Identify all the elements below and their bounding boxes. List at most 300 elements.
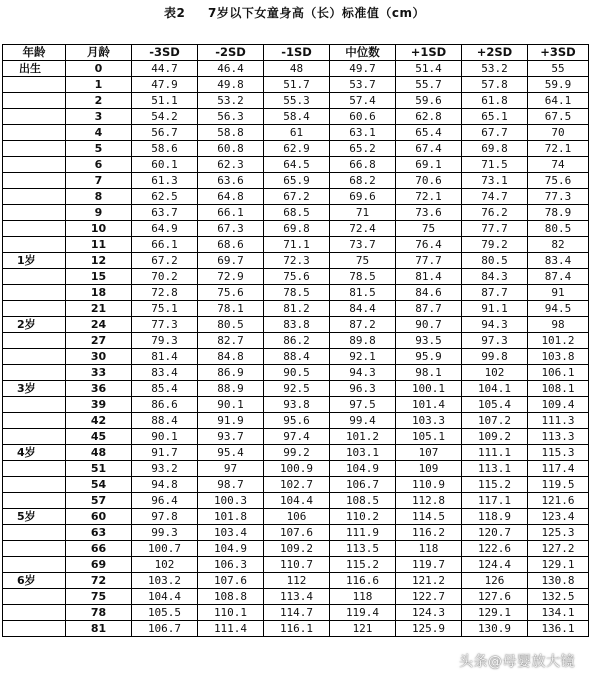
height-value-cell: 121.2 — [396, 573, 462, 589]
height-value-cell: 68.6 — [198, 237, 264, 253]
month-age-cell: 69 — [66, 557, 132, 573]
height-value-cell: 88.4 — [132, 413, 198, 429]
height-value-cell: 113.1 — [462, 461, 528, 477]
height-value-cell: 98.7 — [198, 477, 264, 493]
height-value-cell: 86.9 — [198, 365, 264, 381]
height-value-cell: 79.2 — [462, 237, 528, 253]
table-row — [3, 157, 589, 173]
height-value-cell: 72.3 — [264, 253, 330, 269]
height-value-cell: 56.7 — [132, 125, 198, 141]
height-value-cell: 58.8 — [198, 125, 264, 141]
table-body — [3, 61, 589, 637]
height-value-cell: 99.2 — [264, 445, 330, 461]
age-cell — [3, 493, 66, 509]
height-value-cell: 67.2 — [264, 189, 330, 205]
height-value-cell: 81.4 — [132, 349, 198, 365]
age-cell — [3, 461, 66, 477]
table-row — [3, 621, 589, 637]
height-value-cell: 58.6 — [132, 141, 198, 157]
height-value-cell: 75.6 — [198, 285, 264, 301]
month-age-cell: 8 — [66, 189, 132, 205]
height-value-cell: 65.2 — [330, 141, 396, 157]
height-value-cell: 78.5 — [264, 285, 330, 301]
age-cell — [3, 429, 66, 445]
height-value-cell: 121.6 — [528, 493, 589, 509]
height-value-cell: 67.7 — [462, 125, 528, 141]
height-value-cell: 121 — [330, 621, 396, 637]
height-value-cell: 96.4 — [132, 493, 198, 509]
height-value-cell: 125.9 — [396, 621, 462, 637]
height-value-cell: 80.5 — [528, 221, 589, 237]
month-age-cell: 57 — [66, 493, 132, 509]
height-value-cell: 110.1 — [198, 605, 264, 621]
height-value-cell: 119.5 — [528, 477, 589, 493]
height-value-cell: 95.6 — [264, 413, 330, 429]
height-value-cell: 115.3 — [528, 445, 589, 461]
table-row — [3, 189, 589, 205]
table-row — [3, 205, 589, 221]
height-value-cell: 103.3 — [396, 413, 462, 429]
height-value-cell: 132.5 — [528, 589, 589, 605]
table-row — [3, 285, 589, 301]
height-value-cell: 54.2 — [132, 109, 198, 125]
table-row — [3, 253, 589, 269]
height-value-cell: 97.8 — [132, 509, 198, 525]
height-value-cell: 111.1 — [462, 445, 528, 461]
age-cell: 3岁 — [3, 381, 66, 397]
age-cell — [3, 525, 66, 541]
height-value-cell: 66.8 — [330, 157, 396, 173]
height-value-cell: 97.5 — [330, 397, 396, 413]
height-value-cell: 120.7 — [462, 525, 528, 541]
height-value-cell: 87.4 — [528, 269, 589, 285]
age-cell — [3, 397, 66, 413]
height-value-cell: 82 — [528, 237, 589, 253]
height-value-cell: 94.5 — [528, 301, 589, 317]
height-value-cell: 67.3 — [198, 221, 264, 237]
height-value-cell: 104.4 — [264, 493, 330, 509]
height-value-cell: 84.6 — [396, 285, 462, 301]
month-age-cell: 11 — [66, 237, 132, 253]
height-value-cell: 136.1 — [528, 621, 589, 637]
height-value-cell: 118 — [330, 589, 396, 605]
height-value-cell: 115.2 — [330, 557, 396, 573]
height-value-cell: 68.5 — [264, 205, 330, 221]
height-value-cell: 57.4 — [330, 93, 396, 109]
table-row — [3, 461, 589, 477]
month-age-cell: 75 — [66, 589, 132, 605]
height-value-cell: 112 — [264, 573, 330, 589]
height-value-cell: 72.1 — [528, 141, 589, 157]
height-value-cell: 93.8 — [264, 397, 330, 413]
age-cell — [3, 205, 66, 221]
height-value-cell: 80.5 — [462, 253, 528, 269]
height-value-cell: 75 — [396, 221, 462, 237]
height-value-cell: 117.4 — [528, 461, 589, 477]
height-value-cell: 118 — [396, 541, 462, 557]
month-age-cell: 15 — [66, 269, 132, 285]
height-value-cell: 115.2 — [462, 477, 528, 493]
table-row — [3, 125, 589, 141]
age-cell — [3, 365, 66, 381]
height-value-cell: 102.7 — [264, 477, 330, 493]
height-value-cell: 59.6 — [396, 93, 462, 109]
height-value-cell: 93.2 — [132, 461, 198, 477]
height-value-cell: 94.3 — [462, 317, 528, 333]
age-cell — [3, 157, 66, 173]
height-value-cell: 112.8 — [396, 493, 462, 509]
height-value-cell: 70.6 — [396, 173, 462, 189]
age-cell: 6岁 — [3, 573, 66, 589]
month-age-cell: 60 — [66, 509, 132, 525]
height-value-cell: 97 — [198, 461, 264, 477]
height-value-cell: 113.4 — [264, 589, 330, 605]
height-value-cell: 49.8 — [198, 77, 264, 93]
height-value-cell: 107.6 — [198, 573, 264, 589]
height-value-cell: 75.6 — [528, 173, 589, 189]
age-cell — [3, 477, 66, 493]
age-cell — [3, 589, 66, 605]
height-value-cell: 93.5 — [396, 333, 462, 349]
height-value-cell: 114.5 — [396, 509, 462, 525]
height-value-cell: 80.5 — [198, 317, 264, 333]
height-value-cell: 122.7 — [396, 589, 462, 605]
age-cell — [3, 621, 66, 637]
height-value-cell: 51.7 — [264, 77, 330, 93]
height-value-cell: 91.9 — [198, 413, 264, 429]
height-value-cell: 68.2 — [330, 173, 396, 189]
month-age-cell: 21 — [66, 301, 132, 317]
height-value-cell: 46.4 — [198, 61, 264, 77]
height-value-cell: 75.6 — [264, 269, 330, 285]
height-value-cell: 116.6 — [330, 573, 396, 589]
height-value-cell: 99.3 — [132, 525, 198, 541]
table-row — [3, 509, 589, 525]
height-value-cell: 69.1 — [396, 157, 462, 173]
column-header: +2SD — [462, 45, 528, 61]
age-cell — [3, 141, 66, 157]
height-value-cell: 67.2 — [132, 253, 198, 269]
height-value-cell: 104.9 — [330, 461, 396, 477]
height-value-cell: 77.7 — [462, 221, 528, 237]
column-header: 年龄 — [3, 45, 66, 61]
height-value-cell: 53.2 — [198, 93, 264, 109]
height-value-cell: 103.1 — [330, 445, 396, 461]
height-value-cell: 124.4 — [462, 557, 528, 573]
age-cell — [3, 301, 66, 317]
height-value-cell: 63.6 — [198, 173, 264, 189]
height-value-cell: 111.3 — [528, 413, 589, 429]
table-row — [3, 349, 589, 365]
height-value-cell: 107 — [396, 445, 462, 461]
height-value-cell: 77.7 — [396, 253, 462, 269]
height-value-cell: 100.7 — [132, 541, 198, 557]
height-value-cell: 102 — [462, 365, 528, 381]
month-age-cell: 42 — [66, 413, 132, 429]
month-age-cell: 24 — [66, 317, 132, 333]
height-value-cell: 73.7 — [330, 237, 396, 253]
table-row — [3, 493, 589, 509]
table-row — [3, 589, 589, 605]
height-value-cell: 108.1 — [528, 381, 589, 397]
height-value-cell: 89.8 — [330, 333, 396, 349]
height-value-cell: 110.2 — [330, 509, 396, 525]
height-value-cell: 106.1 — [528, 365, 589, 381]
age-cell — [3, 333, 66, 349]
age-cell — [3, 285, 66, 301]
height-value-cell: 72.4 — [330, 221, 396, 237]
height-value-cell: 44.7 — [132, 61, 198, 77]
height-value-cell: 92.5 — [264, 381, 330, 397]
month-age-cell: 81 — [66, 621, 132, 637]
table-row — [3, 381, 589, 397]
table-row — [3, 525, 589, 541]
table-row — [3, 397, 589, 413]
height-value-cell: 56.3 — [198, 109, 264, 125]
height-value-cell: 104.4 — [132, 589, 198, 605]
height-standard-table — [2, 44, 589, 637]
height-value-cell: 64.8 — [198, 189, 264, 205]
month-age-cell: 12 — [66, 253, 132, 269]
month-age-cell: 72 — [66, 573, 132, 589]
height-value-cell: 92.1 — [330, 349, 396, 365]
height-value-cell: 69.7 — [198, 253, 264, 269]
height-value-cell: 101.2 — [330, 429, 396, 445]
height-value-cell: 106.3 — [198, 557, 264, 573]
height-value-cell: 105.1 — [396, 429, 462, 445]
height-value-cell: 85.4 — [132, 381, 198, 397]
month-age-cell: 39 — [66, 397, 132, 413]
month-age-cell: 78 — [66, 605, 132, 621]
height-value-cell: 64.9 — [132, 221, 198, 237]
height-value-cell: 109.2 — [264, 541, 330, 557]
height-value-cell: 61 — [264, 125, 330, 141]
height-value-cell: 111.9 — [330, 525, 396, 541]
age-cell — [3, 221, 66, 237]
height-value-cell: 90.1 — [198, 397, 264, 413]
age-cell — [3, 413, 66, 429]
height-value-cell: 111.4 — [198, 621, 264, 637]
age-cell — [3, 237, 66, 253]
month-age-cell: 54 — [66, 477, 132, 493]
height-value-cell: 90.5 — [264, 365, 330, 381]
height-value-cell: 94.3 — [330, 365, 396, 381]
height-value-cell: 100.3 — [198, 493, 264, 509]
height-value-cell: 69.6 — [330, 189, 396, 205]
height-value-cell: 71.5 — [462, 157, 528, 173]
age-cell: 5岁 — [3, 509, 66, 525]
table-row — [3, 445, 589, 461]
height-value-cell: 81.4 — [396, 269, 462, 285]
table-number: 表2 — [163, 6, 186, 20]
age-cell: 2岁 — [3, 317, 66, 333]
height-value-cell: 67.5 — [528, 109, 589, 125]
table-row — [3, 413, 589, 429]
height-value-cell: 81.5 — [330, 285, 396, 301]
age-cell — [3, 605, 66, 621]
height-value-cell: 124.3 — [396, 605, 462, 621]
month-age-cell: 30 — [66, 349, 132, 365]
height-value-cell: 103.8 — [528, 349, 589, 365]
height-value-cell: 91 — [528, 285, 589, 301]
height-value-cell: 118.9 — [462, 509, 528, 525]
month-age-cell: 51 — [66, 461, 132, 477]
height-value-cell: 99.8 — [462, 349, 528, 365]
height-value-cell: 53.7 — [330, 77, 396, 93]
height-value-cell: 57.8 — [462, 77, 528, 93]
height-value-cell: 127.2 — [528, 541, 589, 557]
age-cell: 4岁 — [3, 445, 66, 461]
month-age-cell: 7 — [66, 173, 132, 189]
height-value-cell: 83.8 — [264, 317, 330, 333]
height-value-cell: 62.5 — [132, 189, 198, 205]
height-value-cell: 71.1 — [264, 237, 330, 253]
height-value-cell: 95.9 — [396, 349, 462, 365]
height-value-cell: 77.3 — [528, 189, 589, 205]
height-value-cell: 51.4 — [396, 61, 462, 77]
height-value-cell: 74 — [528, 157, 589, 173]
height-value-cell: 129.1 — [528, 557, 589, 573]
height-value-cell: 94.8 — [132, 477, 198, 493]
height-value-cell: 51.1 — [132, 93, 198, 109]
height-value-cell: 64.5 — [264, 157, 330, 173]
height-value-cell: 98.1 — [396, 365, 462, 381]
height-value-cell: 101.8 — [198, 509, 264, 525]
height-value-cell: 61.8 — [462, 93, 528, 109]
month-age-cell: 27 — [66, 333, 132, 349]
month-age-cell: 33 — [66, 365, 132, 381]
age-cell — [3, 189, 66, 205]
height-value-cell: 65.4 — [396, 125, 462, 141]
month-age-cell: 9 — [66, 205, 132, 221]
table-row — [3, 365, 589, 381]
height-value-cell: 105.4 — [462, 397, 528, 413]
height-value-cell: 69.8 — [264, 221, 330, 237]
height-value-cell: 102 — [132, 557, 198, 573]
height-value-cell: 86.2 — [264, 333, 330, 349]
height-value-cell: 87.7 — [396, 301, 462, 317]
height-value-cell: 101.2 — [528, 333, 589, 349]
height-value-cell: 83.4 — [528, 253, 589, 269]
watermark: 头条@母婴放大镜 — [459, 654, 575, 670]
height-value-cell: 55.7 — [396, 77, 462, 93]
height-value-cell: 119.4 — [330, 605, 396, 621]
age-cell — [3, 93, 66, 109]
table-row — [3, 605, 589, 621]
height-value-cell: 98 — [528, 317, 589, 333]
height-value-cell: 78.5 — [330, 269, 396, 285]
column-header: 月龄 — [66, 45, 132, 61]
height-value-cell: 123.4 — [528, 509, 589, 525]
height-value-cell: 63.1 — [330, 125, 396, 141]
height-value-cell: 95.4 — [198, 445, 264, 461]
height-value-cell: 70.2 — [132, 269, 198, 285]
height-value-cell: 73.6 — [396, 205, 462, 221]
height-value-cell: 93.7 — [198, 429, 264, 445]
month-age-cell: 5 — [66, 141, 132, 157]
table-row — [3, 269, 589, 285]
height-value-cell: 62.3 — [198, 157, 264, 173]
height-value-cell: 110.9 — [396, 477, 462, 493]
table-row — [3, 301, 589, 317]
height-value-cell: 81.2 — [264, 301, 330, 317]
month-age-cell: 36 — [66, 381, 132, 397]
height-value-cell: 113.3 — [528, 429, 589, 445]
height-value-cell: 108.5 — [330, 493, 396, 509]
height-value-cell: 74.7 — [462, 189, 528, 205]
height-value-cell: 88.9 — [198, 381, 264, 397]
height-value-cell: 100.1 — [396, 381, 462, 397]
table-row — [3, 557, 589, 573]
height-value-cell: 117.1 — [462, 493, 528, 509]
height-value-cell: 53.2 — [462, 61, 528, 77]
height-value-cell: 108.8 — [198, 589, 264, 605]
height-value-cell: 66.1 — [132, 237, 198, 253]
height-value-cell: 67.4 — [396, 141, 462, 157]
height-value-cell: 58.4 — [264, 109, 330, 125]
height-value-cell: 96.3 — [330, 381, 396, 397]
height-value-cell: 97.4 — [264, 429, 330, 445]
height-value-cell: 65.1 — [462, 109, 528, 125]
height-value-cell: 73.1 — [462, 173, 528, 189]
month-age-cell: 0 — [66, 61, 132, 77]
age-cell — [3, 77, 66, 93]
column-header: -2SD — [198, 45, 264, 61]
age-cell — [3, 173, 66, 189]
height-value-cell: 62.9 — [264, 141, 330, 157]
height-value-cell: 107.2 — [462, 413, 528, 429]
age-cell — [3, 541, 66, 557]
height-value-cell: 76.4 — [396, 237, 462, 253]
month-age-cell: 48 — [66, 445, 132, 461]
height-value-cell: 110.7 — [264, 557, 330, 573]
table-row — [3, 173, 589, 189]
month-age-cell: 10 — [66, 221, 132, 237]
height-value-cell: 99.4 — [330, 413, 396, 429]
table-row — [3, 237, 589, 253]
month-age-cell: 6 — [66, 157, 132, 173]
age-cell — [3, 269, 66, 285]
height-value-cell: 109.4 — [528, 397, 589, 413]
height-value-cell: 97.3 — [462, 333, 528, 349]
height-value-cell: 60.1 — [132, 157, 198, 173]
height-value-cell: 78.1 — [198, 301, 264, 317]
table-caption: 7岁以下女童身高（长）标准值（cm） — [208, 6, 425, 20]
height-value-cell: 122.6 — [462, 541, 528, 557]
height-value-cell: 84.3 — [462, 269, 528, 285]
height-value-cell: 70 — [528, 125, 589, 141]
height-value-cell: 119.7 — [396, 557, 462, 573]
height-value-cell: 104.1 — [462, 381, 528, 397]
height-value-cell: 66.1 — [198, 205, 264, 221]
height-value-cell: 62.8 — [396, 109, 462, 125]
height-value-cell: 103.2 — [132, 573, 198, 589]
height-value-cell: 72.1 — [396, 189, 462, 205]
table-row — [3, 141, 589, 157]
height-value-cell: 63.7 — [132, 205, 198, 221]
month-age-cell: 4 — [66, 125, 132, 141]
month-age-cell: 18 — [66, 285, 132, 301]
age-cell — [3, 125, 66, 141]
column-header: 中位数 — [330, 45, 396, 61]
height-value-cell: 91.1 — [462, 301, 528, 317]
height-value-cell: 90.7 — [396, 317, 462, 333]
height-value-cell: 55 — [528, 61, 589, 77]
height-value-cell: 100.9 — [264, 461, 330, 477]
height-value-cell: 79.3 — [132, 333, 198, 349]
age-cell: 1岁 — [3, 253, 66, 269]
height-value-cell: 109.2 — [462, 429, 528, 445]
